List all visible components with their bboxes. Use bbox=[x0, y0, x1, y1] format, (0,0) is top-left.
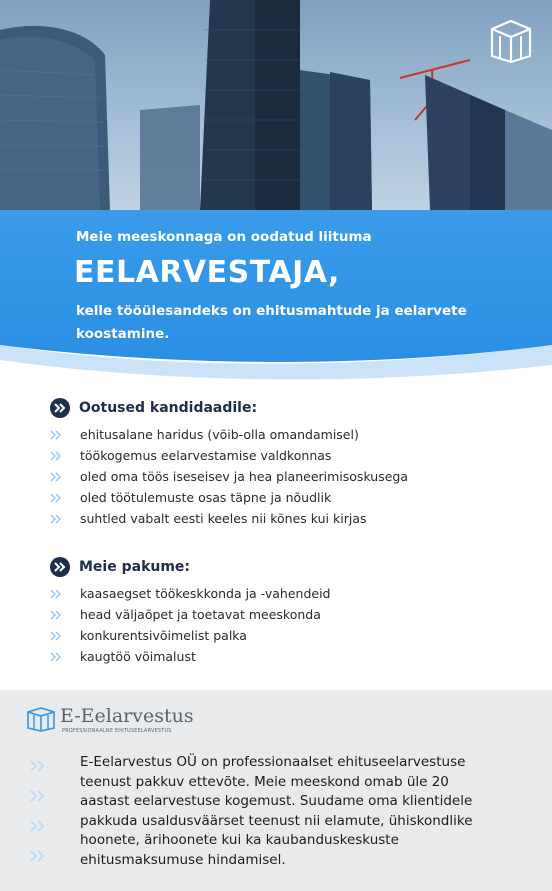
chevron-icon bbox=[50, 430, 80, 440]
list-item bbox=[50, 625, 530, 646]
chevron-icon bbox=[30, 847, 46, 866]
company-description: E-Eelarvestus OÜ on professionaalset ehituseelarvestuse teenust pakkuv ettevõte. Meie meeskond omab üle 20 aastast eelarvestuse kogemust. Suudame oma klientidele pakkuda usaldusväärset teenust nii elamute, ühiskondlike hoonete, ärihoonete kui ka kaubanduskeskuste ehitusmaksumuse hindamisel. bbox=[80, 754, 473, 868]
hero-subtitle: kelle tööülesandeks on ehitusmahtude ja eelarvete koostamine. bbox=[76, 303, 467, 342]
company-footer bbox=[0, 690, 552, 891]
list-item-text: kaasaegset töökeskkonda ja -vahendeid bbox=[80, 586, 331, 601]
list-item bbox=[50, 445, 530, 466]
hero-banner bbox=[0, 0, 552, 380]
chevron-icon bbox=[50, 610, 80, 620]
list-item-text: suhtled vabalt eesti keeles nii kõnes kui kirjas bbox=[80, 511, 367, 526]
list-item bbox=[50, 487, 530, 508]
list-item-text: töökogemus eelarvestamise valdkonnas bbox=[80, 448, 332, 463]
company-logo-icon bbox=[488, 18, 534, 64]
chevron-icon bbox=[30, 787, 46, 806]
expectations-section bbox=[50, 397, 530, 529]
chevron-icon bbox=[50, 589, 80, 599]
list-item bbox=[50, 508, 530, 529]
double-chevron-bullet-icon bbox=[50, 557, 70, 577]
list-item bbox=[50, 466, 530, 487]
chevron-icon bbox=[50, 652, 80, 662]
hero-intro: Meie meeskonnaga on oodatud liituma bbox=[76, 229, 372, 245]
list-item-text: kaugtöö võimalust bbox=[80, 649, 196, 664]
chevron-icon bbox=[30, 817, 46, 836]
list-item bbox=[50, 424, 530, 445]
job-title: EELARVESTAJA, bbox=[74, 255, 340, 290]
list-item-text: head väljaõpet ja toetavat meeskonda bbox=[80, 607, 321, 622]
brand-name: E-Eelarvestus bbox=[60, 705, 194, 727]
offers-heading: Meie pakume: bbox=[79, 559, 191, 575]
list-item-text: konkurentsivõimelist palka bbox=[80, 628, 247, 643]
list-item-text: ehitusalane haridus (võib-olla omandamisel) bbox=[80, 427, 359, 442]
list-item bbox=[50, 646, 530, 667]
chevron-icon bbox=[50, 514, 80, 524]
brand-tagline: PROFESSIONAALNE EHITUSEELARVESTUS bbox=[62, 729, 172, 734]
double-chevron-bullet-icon bbox=[50, 398, 70, 418]
list-item-text: oled töötulemuste osas täpne ja nõudlik bbox=[80, 490, 332, 505]
chevron-icon bbox=[30, 757, 46, 776]
chevron-icon bbox=[50, 451, 80, 461]
brand-cube-icon bbox=[26, 706, 56, 732]
chevron-icon bbox=[50, 493, 80, 503]
expectations-heading: Ootused kandidaadile: bbox=[79, 400, 258, 416]
list-item bbox=[50, 604, 530, 625]
offers-section bbox=[50, 556, 530, 667]
list-item-text: oled oma töös iseseisev ja hea planeerimisoskusega bbox=[80, 469, 409, 484]
chevron-icon bbox=[50, 472, 80, 482]
list-item bbox=[50, 583, 530, 604]
chevron-icon bbox=[50, 631, 80, 641]
